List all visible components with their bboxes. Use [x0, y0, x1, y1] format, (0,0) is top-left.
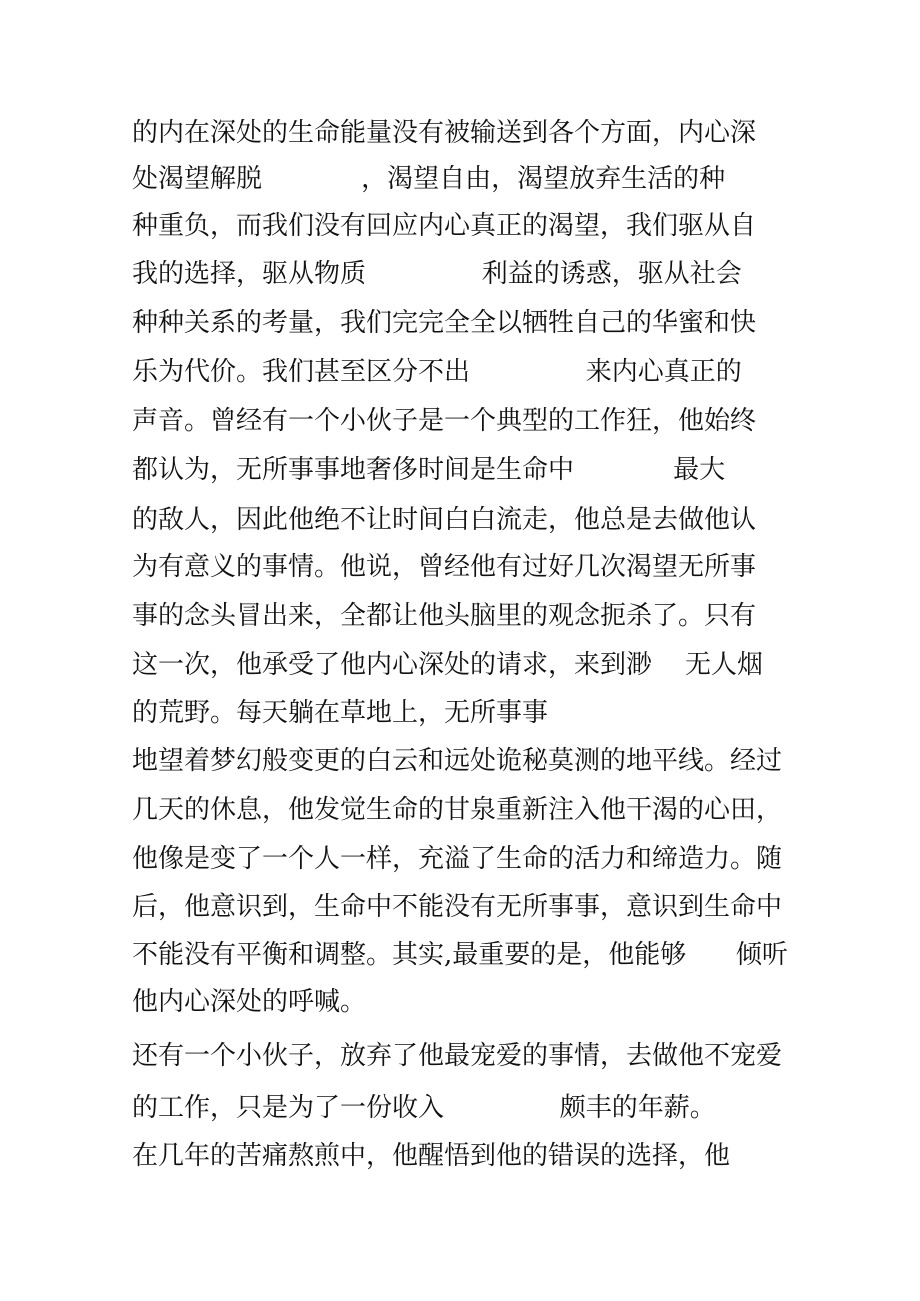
text-line: 的荒野。每天躺在草地上，无所事事	[132, 698, 549, 728]
text-line: 处渴望解脱 ，渴望自由，渴望放弃生活的种	[132, 164, 726, 194]
text-line: 在几年的苦痛熬煎中，他醒悟到他的错误的选择，他	[132, 1141, 731, 1171]
text-line: 声音。曾经有一个小伙子是一个典型的工作狂，他始终	[132, 406, 757, 436]
text-line: 这一次，他承受了他内心深处的请求，来到渺 无人烟	[132, 650, 764, 680]
text-line: 还有一个小伙子，放弃了他最宠爱的事情，去做他不宠爱	[132, 1041, 783, 1071]
text-line: 他像是变了一个人一样，充溢了生命的活力和缔造力。随	[132, 844, 783, 874]
text-line: 的敌人，因此他绝不让时间白白流走，他总是去做他认	[132, 505, 757, 535]
text-line: 我的选择，驱从物质 利益的诱惑，驱从社会	[132, 259, 742, 289]
text-line: 种重负，而我们没有回应内心真正的渴望，我们驱从自	[132, 211, 757, 241]
text-line: 乐为代价。我们甚至区分不出 来内心真正的	[132, 357, 742, 387]
text-line: 的内在深处的生命能量没有被输送到各个方面，内心深	[132, 118, 757, 148]
text-line: 都认为，无所事事地奢侈时间是生命中 最大	[132, 455, 726, 485]
text-line: 地望着梦幻般变更的白云和远处诡秘莫测的地平线。经过	[132, 746, 783, 776]
text-line: 不能没有平衡和调整。其实,最重要的是，他能够 倾听	[132, 940, 788, 970]
text-line: 几天的休息，他发觉生命的甘泉重新注入他干渴的心田，	[132, 795, 783, 825]
text-line: 种种关系的考量，我们完完全全以牺牲自己的华蜜和快	[132, 308, 757, 338]
text-line: 后，他意识到，生命中不能没有无所事事，意识到生命中	[132, 892, 783, 922]
text-line: 的工作，只是为了一份收入 颇丰的年薪。	[132, 1093, 716, 1123]
text-line: 他内心深处的呼喊。	[132, 987, 367, 1017]
text-line: 为有意义的事情。他说，曾经他有过好几次渴望无所事	[132, 552, 757, 582]
text-line: 事的念头冒出来，全都让他头脑里的观念扼杀了。只有	[132, 601, 757, 631]
